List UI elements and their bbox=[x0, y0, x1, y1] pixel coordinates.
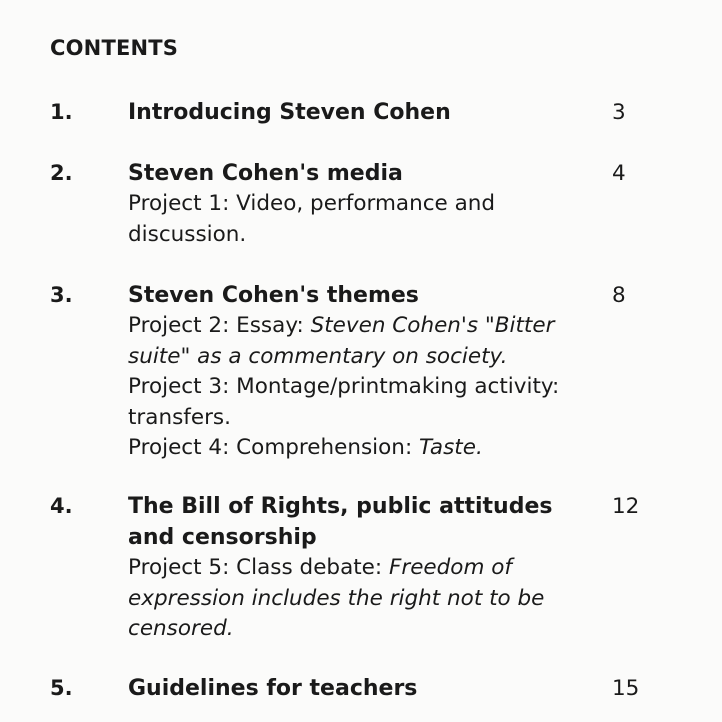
entry-project bbox=[128, 372, 578, 433]
entry-body bbox=[128, 97, 578, 128]
project-text: Project 2: Essay: bbox=[128, 313, 311, 338]
entry-body bbox=[128, 673, 578, 704]
entry-title: Guidelines for teachers bbox=[128, 676, 418, 701]
entry-project bbox=[128, 311, 578, 372]
entry-body bbox=[128, 491, 578, 645]
entry-title: Steven Cohen's themes bbox=[128, 283, 419, 308]
project-text: Project 1: Video, performance and discussion. bbox=[128, 191, 496, 247]
entry-page-number: 8 bbox=[612, 283, 626, 308]
entry-title: Introducing Steven Cohen bbox=[128, 100, 451, 125]
entry-project bbox=[128, 553, 578, 645]
entry-page-number: 3 bbox=[612, 100, 626, 125]
entry-number: 2. bbox=[50, 161, 73, 185]
entry-number: 5. bbox=[50, 676, 73, 700]
project-text: Project 3: Montage/printmaking activity: transfers. bbox=[128, 374, 560, 430]
entry-number: 1. bbox=[50, 100, 73, 124]
project-text: Project 4: Comprehension: bbox=[128, 435, 420, 460]
project-title-italic: Steven Cohen's "Bitter suite" as a commentary on society. bbox=[128, 313, 555, 369]
entry-title: Steven Cohen's media bbox=[128, 161, 403, 186]
entry-page-number: 15 bbox=[612, 676, 640, 701]
entry-number: 3. bbox=[50, 283, 73, 307]
contents-heading: CONTENTS bbox=[50, 36, 179, 60]
entry-body bbox=[128, 280, 578, 464]
entry-project bbox=[128, 433, 578, 464]
entry-project bbox=[128, 189, 578, 250]
project-text: Project 5: Class debate: bbox=[128, 555, 389, 580]
entry-title: The Bill of Rights, public attitudes and censorship bbox=[128, 494, 553, 550]
entry-body bbox=[128, 158, 578, 250]
entry-page-number: 12 bbox=[612, 494, 640, 519]
project-title-italic: Taste. bbox=[419, 435, 483, 460]
entry-number: 4. bbox=[50, 494, 73, 518]
project-title-italic: Freedom of expression includes the right not to be censored. bbox=[128, 555, 545, 641]
entry-page-number: 4 bbox=[612, 161, 626, 186]
